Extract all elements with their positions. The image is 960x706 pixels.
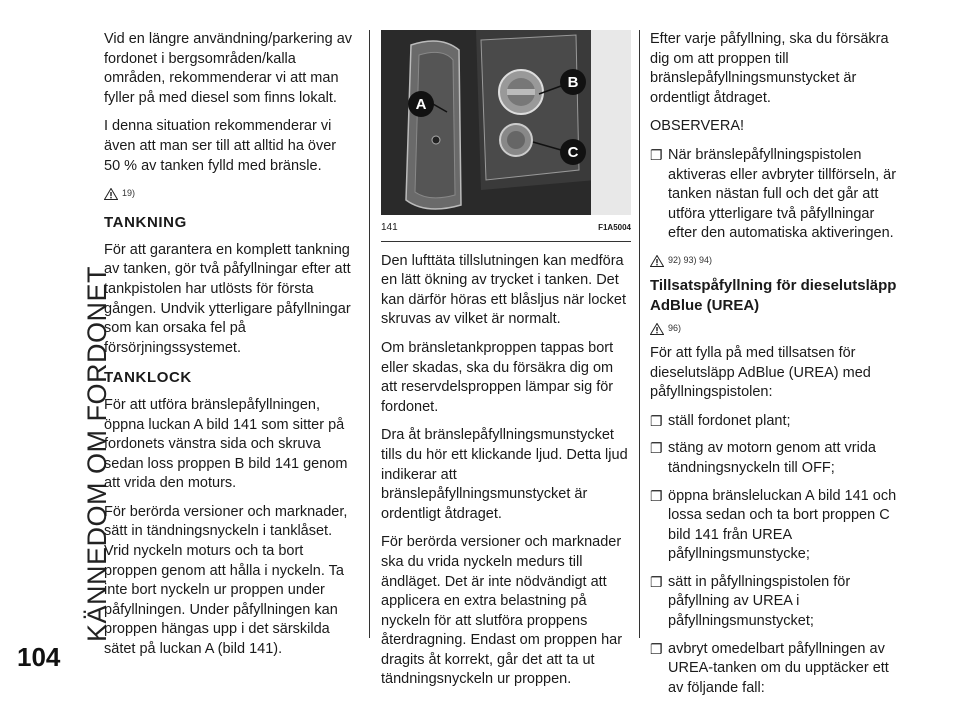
list-item: ❐ avbryt omedelbart påfyllningen av UREA-tanken om du upptäcker ett av följande fall: [650,640,898,699]
checkbox-bullet-icon: ❐ [650,487,663,504]
checkbox-bullet-icon: ❐ [650,640,663,657]
heading-tanklock: TANKLOCK [104,369,192,387]
note-heading: OBSERVERA! [650,118,745,135]
warning-reference: 92) 93) 94) [650,252,898,270]
paragraph: För berörda versioner och marknader ska du vrida nyckeln medurs till ändläget. Det är inte nödvändigt att applicera en extra belastning på nyckeln för att slutföra proppens återdragning. Endast om proppen har dragits åt korrekt, går det att ta ut tändningsnyckeln ur proppen. [381,534,623,688]
paragraph: Vid en längre användning/parkering av fordonet i bergsområden/kalla områden, rekommenderar vi att man fyller på med diesel som finns lokalt. [104,31,353,106]
warning-icon [650,323,664,335]
checkbox-bullet-icon: ❐ [650,412,663,429]
figure-label-c: C [567,144,579,161]
list-item: ❐ stäng av motorn genom att vrida tändningsnyckeln till OFF; [650,439,898,478]
heading-adblue: Tillsatspåfyllning för dieselutsläpp AdBlue (UREA) [650,276,897,314]
warning-reference: 96) [650,320,898,338]
warning-reference: 19) [104,185,354,203]
figure-141 [381,30,631,215]
list-item: ❐ ställ fordonet plant; [650,412,898,432]
paragraph: För att utföra bränslepåfyllningen, öppna luckan A bild 141 som sitter på fordonets vänstra sida och skruva sedan loss proppen B bild 141 genom att vrida den moturs. [104,396,348,492]
figure-label-a: A [415,96,427,113]
paragraph: Efter varje påfyllning, ska du försäkra dig om att proppen till bränslepåfyllningsmunstycket är ordentligt åtdraget. [650,31,889,106]
paragraph: För att fylla på med tillsatsen för dieselutsläpp AdBlue (UREA) med påfyllningspistolen: [650,344,871,401]
figure-number: 141 [381,222,398,233]
column-divider [369,30,370,638]
warning-icon [650,255,664,267]
list-item: ❐ När bränslepåfyllningspistolen aktiveras eller avbryter tillförseln, är tanken nästan full och det går att utföra ytterligare två påfyllningar efter den automatiska aktiveringen. [650,146,898,244]
heading-tankning: TANKNING [104,214,187,232]
paragraph: För berörda versioner och marknader, sätt in tändningsnyckeln i tanklåset. Vrid nyckeln moturs och ta bort proppen genom att hålla i nyckeln. Ta inte bort nyckeln ur proppen under påfyllningen. Under påfyllningen kan proppen hängas upp i det särskilda sätet på luckan A (bild 141). [104,503,348,658]
checkbox-bullet-icon: ❐ [650,146,663,163]
paragraph: Dra åt bränslepåfyllningsmunstycket tills du hör ett klickande ljud. Detta ljud indikerar att bränslepåfyllningsmunstycket är ordentligt åtdraget. [381,427,628,522]
list-item: ❐ öppna bränsleluckan A bild 141 och lossa sedan och ta bort proppen C bild 141 från UREA påfyllningsmunstycke; [650,487,898,565]
checkbox-bullet-icon: ❐ [650,573,663,590]
paragraph: I denna situation rekommenderar vi även att man ser till att alltid ha över 50 % av tanken fylld med bränsle. [104,118,337,174]
figure-caption [381,218,631,242]
checkbox-bullet-icon: ❐ [650,440,663,457]
paragraph: Den lufttäta tillslutningen kan medföra en lätt ökning av trycket i tanken. Det kan därför höras ett blåsljus när locket skruvas av vilket är normalt. [381,252,627,328]
column-2 [381,30,631,699]
list-item: ❐ sätt in påfyllningspistolen för påfyllning av UREA i påfyllningsmunstycket; [650,573,898,632]
paragraph: För att garantera en komplett tankning av tanken, gör två påfyllningar efter att tankpistolen har utlösts för första gången. Undvik ytterligare påfyllningar som kan orsaka fel på försörjningssystemet. [104,241,351,356]
figure-label-b: B [567,74,579,91]
column-1 [104,30,354,669]
column-divider [639,30,640,638]
section-title-vertical [46,24,112,664]
paragraph: Om bränsletankproppen tappas bort eller skadas, ska du försäkra dig om att reservdelsproppen lämpar sig för fordonet. [381,339,614,415]
column-3 [650,30,898,706]
section-title: KÄNNEDOM OM FORDONET [82,265,112,642]
fuel-door-illustration [381,30,631,215]
page-number: 104 [17,642,61,672]
figure-code: F1A5004 [598,223,631,232]
warning-icon [104,188,118,200]
